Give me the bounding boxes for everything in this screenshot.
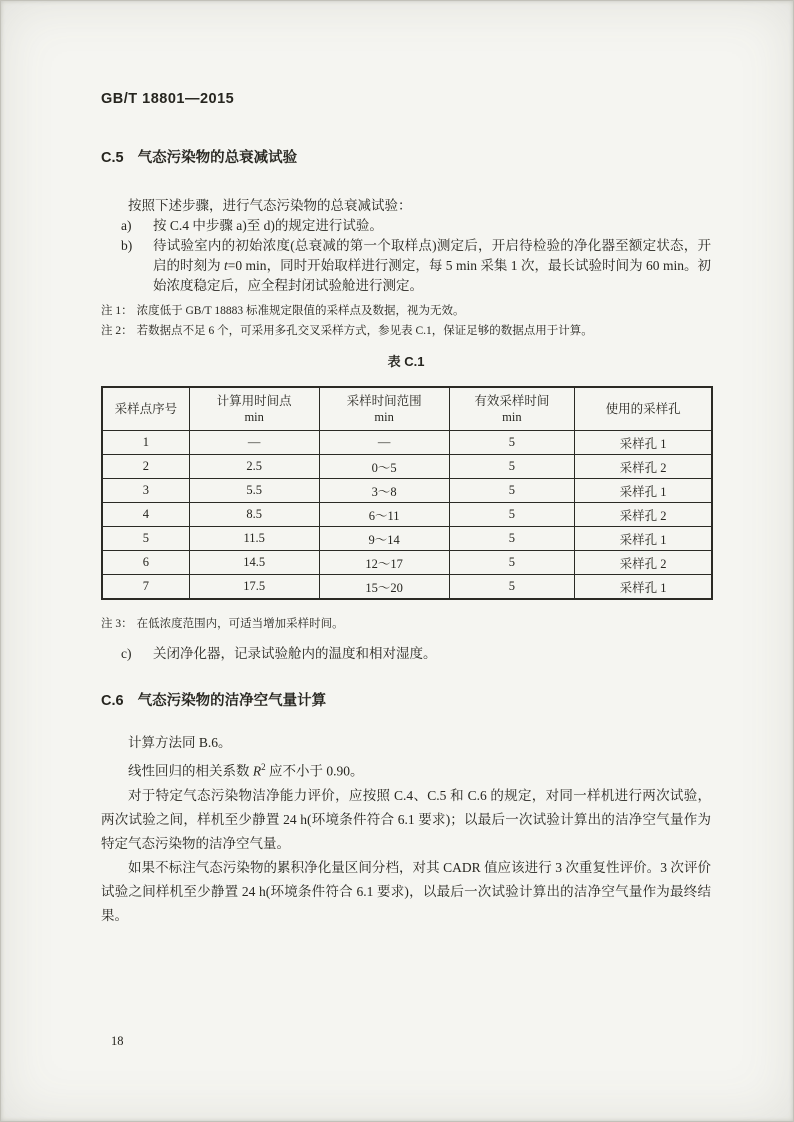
note-text: 若数据点不足 6 个，可采用多孔交叉采样方式，参见表 C.1，保证足够的数据点用于计算。: [136, 325, 593, 337]
table-cell: 采样孔 2: [575, 503, 712, 527]
table-cell: 11.5: [189, 527, 319, 551]
table-cell: —: [189, 431, 319, 455]
table-row: [102, 551, 712, 575]
section-title: 气态污染物的洁净空气量计算: [137, 693, 327, 709]
item-marker: a): [121, 218, 132, 233]
note-label: 注 3：: [101, 618, 133, 630]
column-header: 有效采样时间 min: [449, 387, 575, 431]
table-cell: —: [319, 431, 449, 455]
column-header: 采样点序号: [102, 387, 189, 431]
table-cell: 3: [102, 479, 189, 503]
item-marker: b): [121, 238, 133, 253]
table-cell: 1: [102, 431, 189, 455]
paragraph-calc-method: 计算方法同 B.6。: [128, 735, 232, 750]
table-cell: 5: [449, 575, 575, 600]
intro-paragraph: 按照下述步骤，进行气态污染物的总衰减试验：: [128, 198, 412, 213]
table-title: 表 C.1: [387, 354, 425, 369]
table-cell: 采样孔 1: [575, 527, 712, 551]
running-header: GB/T 18801—2015: [101, 91, 235, 107]
item-text: 待试验室内的初始浓度(总衰减的第一个取样点)测定后，开启待检验的净化器至额定状态，开启的时刻为 t=0 min，同时开始取样进行测定，每 5 min 采集 1 次，最长试验时间为 60 min。初始浓度稳定后，应全程封闭试验舱进行测定。: [153, 238, 712, 293]
table-cell: 采样孔 1: [575, 479, 712, 503]
table-row: [102, 503, 712, 527]
table-cell: 4: [102, 503, 189, 527]
superscript-2: 2: [261, 762, 266, 772]
list-item-c: [101, 644, 711, 664]
table-cell: 17.5: [189, 575, 319, 600]
page-number: 18: [111, 1034, 124, 1048]
table-cell: 9～14: [319, 527, 449, 551]
paragraph-two-tests: 对于特定气态污染物洁净能力评价，应按照 C.4、C.5 和 C.6 的规定，对同一样机进行两次试验，两次试验之间，样机至少静置 24 h(环境条件符合 6.1 要求)；以最后一次试验计算出的洁净空气量作为特定气态污染物的洁净空气量。: [101, 787, 711, 851]
column-header: 计算用时间点 min: [189, 387, 319, 431]
table-body: [102, 431, 712, 600]
note-3: [101, 614, 711, 634]
note-text: 浓度低于 GB/T 18883 标准规定限值的采样点及数据，视为无效。: [136, 305, 465, 317]
table-cell: 3～8: [319, 479, 449, 503]
item-text: 关闭净化器，记录试验舱内的温度和相对湿度。: [153, 646, 437, 661]
table-cell: 5: [449, 479, 575, 503]
table-cell: 0～5: [319, 455, 449, 479]
table-cell: 8.5: [189, 503, 319, 527]
table-row: [102, 527, 712, 551]
column-header: 采样时间范围 min: [319, 387, 449, 431]
item-text: 按 C.4 中步骤 a)至 d)的规定进行试验。: [153, 218, 383, 233]
variable-r: R: [252, 763, 262, 779]
table-cell: 5: [102, 527, 189, 551]
table-row: [102, 575, 712, 600]
table-cell: 6: [102, 551, 189, 575]
table-row: [102, 479, 712, 503]
section-title: 气态污染物的总衰减试验: [137, 150, 298, 166]
note-text: 在低浓度范围内，可适当增加采样时间。: [136, 618, 344, 630]
note-label: 注 1：: [101, 305, 133, 317]
table-cell: 采样孔 1: [575, 575, 712, 600]
table-cell: 15～20: [319, 575, 449, 600]
section-heading-c6: [101, 692, 711, 710]
table-cell: 12～17: [319, 551, 449, 575]
step-list: [101, 216, 711, 296]
table-cell: 6～11: [319, 503, 449, 527]
item-marker: c): [121, 646, 132, 661]
table-row: [102, 455, 712, 479]
section-number: C.6: [101, 693, 124, 709]
data-table: [101, 386, 713, 600]
table-cell: 采样孔 2: [575, 455, 712, 479]
note-label: 注 2：: [101, 325, 133, 337]
paragraph-r-squared: 线性回归的相关系数 $R^2$ 应不小于 0.90。: [128, 762, 364, 779]
table-cell: 5.5: [189, 479, 319, 503]
table-cell: 采样孔 1: [575, 431, 712, 455]
table-cell: 7: [102, 575, 189, 600]
paragraph-repeatability: 如果不标注气态污染物的累积净化量区间分档，对其 CADR 值应该进行 3 次重复性评价。3 次评价试验之间样机至少静置 24 h(环境条件符合 6.1 要求)，以最后一次试验计算出的洁净空气量作为最终结果。: [101, 859, 711, 923]
table-cell: 5: [449, 503, 575, 527]
list-item-b: [101, 236, 711, 296]
table-cell: 5: [449, 551, 575, 575]
table-cell: 14.5: [189, 551, 319, 575]
note-1: [101, 301, 711, 321]
table-cell: 采样孔 2: [575, 551, 712, 575]
table-cell: 5: [449, 431, 575, 455]
section-number: C.5: [101, 150, 124, 166]
table-cell: 5: [449, 455, 575, 479]
table-cell: 2.5: [189, 455, 319, 479]
table-row: [102, 431, 712, 455]
table-header-row: [102, 387, 712, 431]
note-2: [101, 321, 711, 341]
list-item-a: [101, 216, 711, 236]
variable-t: t: [224, 258, 228, 273]
notes-block: [101, 301, 711, 341]
column-header: 使用的采样孔: [575, 387, 712, 431]
section-heading-c5: [101, 149, 711, 167]
table-cell: 2: [102, 455, 189, 479]
page-content: [1, 1, 793, 928]
table-cell: 5: [449, 527, 575, 551]
